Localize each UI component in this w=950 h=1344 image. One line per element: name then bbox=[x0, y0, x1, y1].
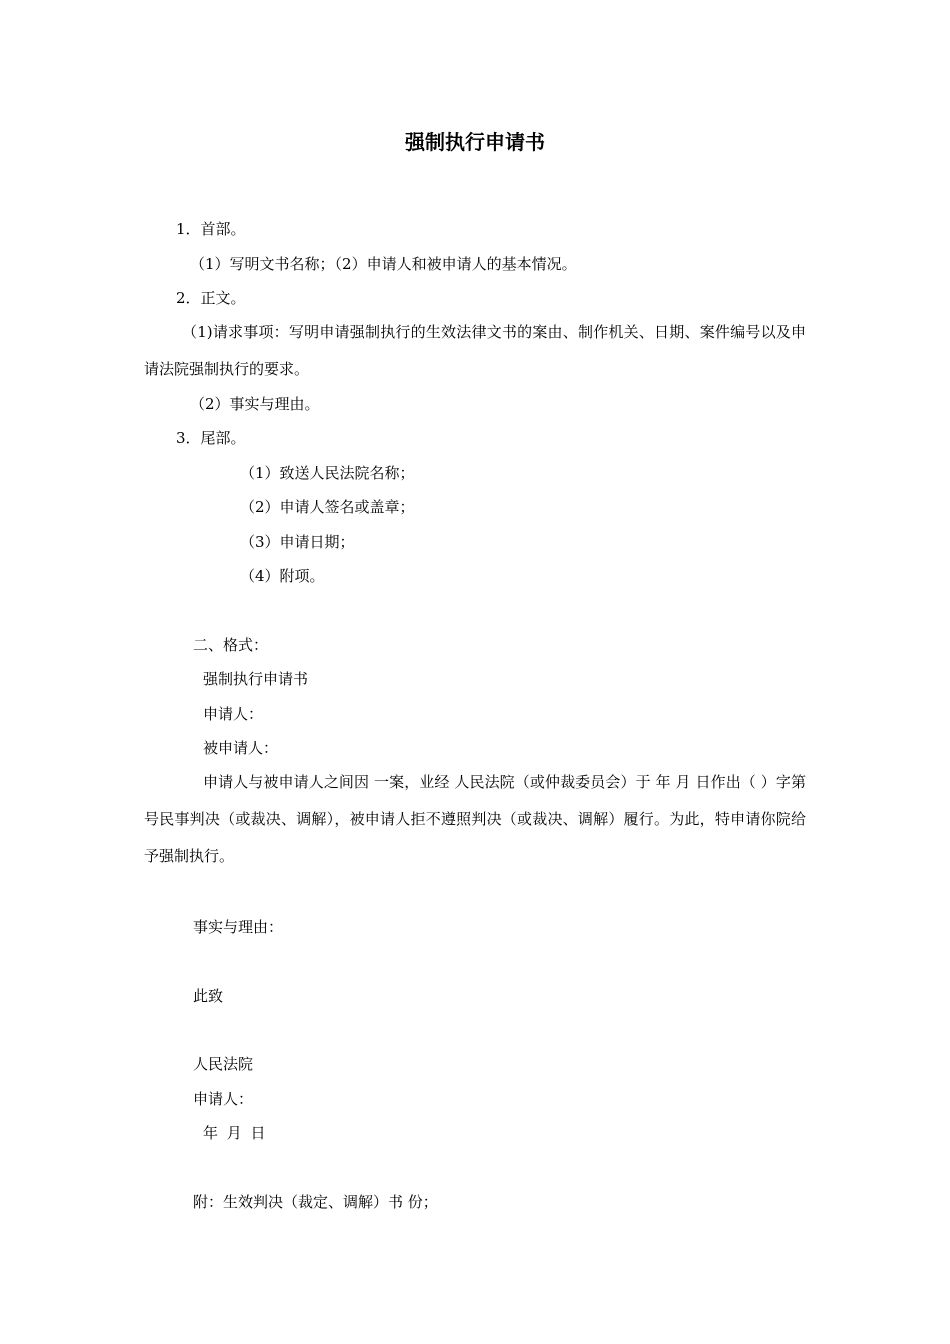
section3-item: （2）申请人签名或盖章； bbox=[240, 498, 415, 516]
section2-item2: （2）事实与理由。 bbox=[190, 395, 320, 413]
format-signer: 申请人： bbox=[193, 1090, 254, 1108]
section2-heading: 2．正文。 bbox=[176, 289, 246, 307]
format-applicant: 申请人： bbox=[203, 705, 264, 723]
format-body: 申请人与被申请人之间因 一案，业经 人民法院（或仲裁委员会）于 年 月 日作出（ ）字第 号民事判决（或裁决、调解），被申请人拒不遵照判决（或裁决、调解）履行。为此，特申请你院给予强制执行。 bbox=[144, 773, 806, 865]
format-court: 人民法院 bbox=[193, 1055, 254, 1073]
format-salutation: 此致 bbox=[193, 987, 224, 1005]
section2-item1: （1)请求事项：写明申请强制执行的生效法律文书的案由、制作机关、日期、案件编号以及申请法院强制执行的要求。 bbox=[144, 323, 806, 378]
format-heading: 二、格式： bbox=[193, 636, 269, 654]
section3-item: （4）附项。 bbox=[240, 567, 325, 585]
format-facts: 事实与理由： bbox=[193, 918, 284, 936]
format-doc-title: 强制执行申请书 bbox=[203, 670, 309, 688]
format-respondent: 被申请人： bbox=[203, 739, 279, 757]
section3-item: （1）致送人民法院名称； bbox=[240, 464, 415, 482]
section1-item: （1）写明文书名称；（2）申请人和被申请人的基本情况。 bbox=[190, 255, 577, 273]
section3-item: （3）申请日期； bbox=[240, 533, 355, 551]
section1-heading: 1．首部。 bbox=[176, 220, 246, 238]
format-attachment: 附：生效判决（裁定、调解）书 份； bbox=[193, 1193, 438, 1211]
section3-heading: 3．尾部。 bbox=[176, 429, 246, 447]
format-date: 年 月 日 bbox=[203, 1124, 266, 1142]
document-title: 强制执行申请书 bbox=[405, 130, 545, 154]
